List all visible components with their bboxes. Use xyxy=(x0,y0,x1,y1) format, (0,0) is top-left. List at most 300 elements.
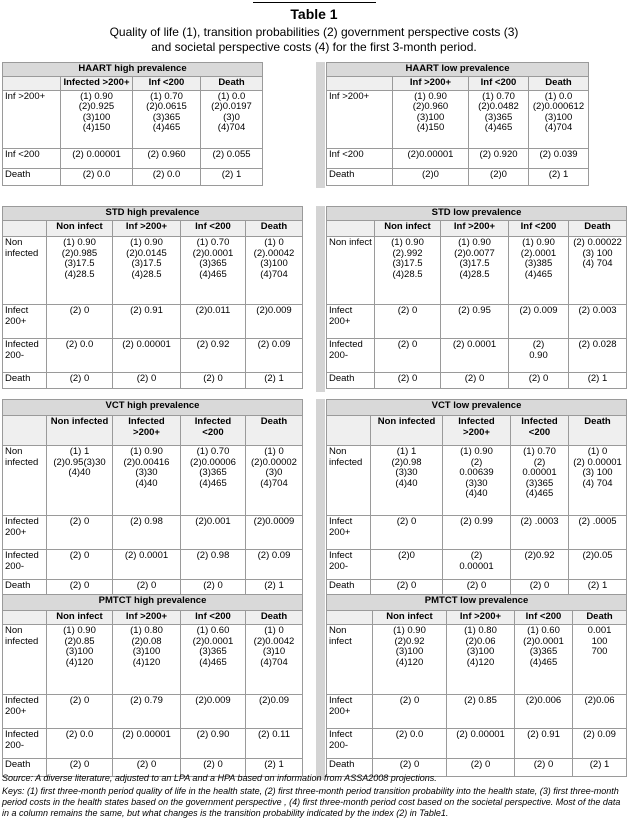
value-line: (2)0 xyxy=(422,168,439,180)
value-cell xyxy=(181,373,246,389)
value-line: (4)28.5 xyxy=(459,268,490,280)
value-line: (2) 0.09 xyxy=(257,550,291,561)
value-line: (2) 0 xyxy=(529,580,550,591)
value-line: 700 xyxy=(591,646,608,657)
value-line: (1) 0.90 xyxy=(522,237,555,248)
subtitle-line-1: Quality of life (1), transition probabilities (2) government perspective costs (3) xyxy=(109,25,519,39)
column-separator xyxy=(316,62,325,188)
value-line: (2) 0.0 xyxy=(152,168,181,180)
value-line: (2) 0 xyxy=(399,695,420,706)
value-line: (2) 0.0 xyxy=(65,729,94,740)
value-line: (1) 0.90 xyxy=(80,90,113,102)
row-label: Infected 200- xyxy=(327,339,375,373)
value-line: (3)365 xyxy=(529,646,558,657)
value-line: (3)17.5 xyxy=(131,258,162,269)
value-cell xyxy=(443,516,511,550)
table-row xyxy=(3,148,263,168)
column-header: Death xyxy=(246,221,303,237)
value-cell xyxy=(569,446,627,516)
row-label: Infect 200+ xyxy=(327,516,371,550)
row-label: Non infected xyxy=(3,625,47,695)
value-cell xyxy=(133,168,201,185)
value-line: (4)120 xyxy=(65,656,94,668)
value-line: (3)365 xyxy=(152,111,181,123)
value-cell xyxy=(515,625,573,695)
value-line: (2) 0 xyxy=(203,580,223,591)
value-cell xyxy=(441,305,509,339)
value-line: (2) 0.028 xyxy=(578,339,617,350)
column-header: Death xyxy=(569,221,627,237)
value-cell xyxy=(246,446,303,516)
value-cell xyxy=(447,729,515,759)
value-line: (3)17.5 xyxy=(459,258,490,269)
value-line: (3)17.5 xyxy=(64,258,95,269)
value-line: (2) 0.79 xyxy=(130,695,163,706)
row-label: Death xyxy=(327,759,373,777)
column-header: Non infect xyxy=(47,221,113,237)
value-cell xyxy=(441,373,509,389)
value-line: (1) 0 xyxy=(264,237,284,248)
value-line: (3)0 xyxy=(265,467,283,478)
value-line: (1) 0.70 xyxy=(482,90,515,102)
value-cell xyxy=(573,695,627,729)
value-line: (2) 0 xyxy=(136,580,157,591)
table-subtitle xyxy=(0,25,628,55)
value-cell xyxy=(47,339,113,373)
haart-high-prevalence-table xyxy=(2,62,263,186)
value-line: (2) 0.09 xyxy=(583,729,616,740)
value-line: (2)0.0197 xyxy=(211,101,252,112)
value-line: (2) 0.0001 xyxy=(124,550,169,561)
panel-title: STD high prevalence xyxy=(3,207,303,221)
value-line: (2) 0 xyxy=(203,759,223,770)
row-label: Inf <200 xyxy=(327,148,393,168)
value-line: (2) 0.91 xyxy=(527,729,560,740)
value-cell xyxy=(447,695,515,729)
pmtct-high-prevalence-table xyxy=(2,594,303,777)
value-line: (1) 0.90 xyxy=(130,237,163,248)
value-line: (3)100 xyxy=(466,646,495,657)
value-line: (2)0.92 xyxy=(524,550,555,561)
table-title: Table 1 xyxy=(290,6,338,22)
pmtct-low-prevalence-table xyxy=(326,594,627,777)
column-header: Death xyxy=(201,77,263,91)
value-cell xyxy=(133,90,201,148)
table-row xyxy=(327,446,627,516)
value-line: (2) 1 xyxy=(264,759,284,770)
row-label: Infect 200- xyxy=(327,550,371,580)
subtitle-line-2: and societal perspective costs (4) for the first 3-month period. xyxy=(151,40,477,54)
column-header: Death xyxy=(246,416,303,446)
value-line: (1) 0.0 xyxy=(217,90,246,102)
column-header: Infected <200 xyxy=(511,416,569,446)
value-line: (1) 1 xyxy=(69,446,90,457)
column-header: Inf >200+ xyxy=(447,611,515,625)
value-line: (2) 0 xyxy=(528,373,549,384)
value-line: (2) 0.920 xyxy=(479,148,518,160)
value-line: (2) 0.00001 xyxy=(573,456,622,468)
column-separator xyxy=(316,594,325,780)
value-line: (2) 0.960 xyxy=(147,148,186,160)
value-cell xyxy=(469,90,529,148)
value-cell xyxy=(113,339,181,373)
corner-cell xyxy=(3,77,61,91)
row-label: Non infect xyxy=(327,625,373,695)
value-cell xyxy=(373,625,447,695)
value-cell xyxy=(246,625,303,695)
value-cell xyxy=(375,339,441,373)
value-line: (2) 0 xyxy=(396,516,417,527)
value-line: (2) xyxy=(533,456,546,468)
value-cell xyxy=(441,339,509,373)
value-cell xyxy=(246,339,303,373)
table-row xyxy=(327,90,589,148)
value-line: (4)704 xyxy=(260,477,288,489)
value-line: (2)0.00006 xyxy=(190,456,236,468)
value-line: (1) 0.90 xyxy=(458,237,491,248)
panel-title: VCT low prevalence xyxy=(327,400,627,416)
column-header: Death xyxy=(573,611,627,625)
value-cell xyxy=(509,237,569,305)
value-line: (2) 0 xyxy=(397,373,418,384)
column-header: Inf <200 xyxy=(181,221,246,237)
value-line: (3)385 xyxy=(524,258,553,269)
value-cell xyxy=(201,168,263,185)
value-line: 0.00001 xyxy=(522,467,557,478)
value-line: (2) 0 xyxy=(470,759,491,770)
value-cell xyxy=(373,695,447,729)
vct-high-prevalence-table xyxy=(2,399,303,596)
value-line: (2) 0 xyxy=(136,759,157,770)
value-line: (2)0.0001 xyxy=(192,635,234,647)
value-line: (2)0.06 xyxy=(584,695,615,706)
value-cell xyxy=(569,373,627,389)
column-header: Inf >200+ xyxy=(441,221,509,237)
value-cell xyxy=(181,516,246,550)
column-header: Death xyxy=(529,77,589,91)
value-line: (2) .0005 xyxy=(578,516,617,527)
value-line: (2) 0 xyxy=(69,516,90,527)
panel-title: PMTCT high prevalence xyxy=(3,595,303,611)
value-cell xyxy=(393,90,469,148)
column-header: Inf <200 xyxy=(515,611,573,625)
table-row xyxy=(327,237,627,305)
keys-note: Keys: (1) first three-month period quality of life in the health state, (2) first three-month period transition probability into the health state, (3) first three-month period costs in the health states based on the government perspective , (4) first three-month period cost based on the societal perspective. Most of the data in a column remains the same, but what changes is the transition probability indicated by the index (2) in Table1. xyxy=(2,786,621,818)
value-cell xyxy=(441,237,509,305)
value-line: (4)150 xyxy=(82,122,111,133)
value-line: (2)0.00416 xyxy=(123,456,170,468)
value-line: 0.001 xyxy=(587,625,612,636)
value-line: (2)0.92 xyxy=(394,635,425,647)
row-label: Non infected xyxy=(327,446,371,516)
value-line: (4)465 xyxy=(199,477,227,489)
value-line: (2)0.006 xyxy=(525,695,562,706)
value-cell xyxy=(573,625,627,695)
table-row xyxy=(3,373,303,389)
value-line: (4) 704 xyxy=(582,477,613,489)
column-header: Inf <200 xyxy=(469,77,529,91)
row-label: Non infected xyxy=(3,446,47,516)
value-line: (4)465 xyxy=(199,656,227,668)
value-cell xyxy=(511,516,569,550)
value-line: (4)120 xyxy=(466,656,495,668)
value-line: (2) 0 xyxy=(399,759,420,770)
column-header: Infected >200+ xyxy=(61,77,133,91)
value-line: (2) 0 xyxy=(136,373,157,384)
haart-low-prevalence-table xyxy=(326,62,589,186)
value-line: (2) 0.92 xyxy=(196,339,230,350)
value-cell xyxy=(246,237,303,305)
value-line: (4)40 xyxy=(395,477,418,489)
row-label: Inf <200 xyxy=(3,148,61,168)
row-label: Infected 200+ xyxy=(3,695,47,729)
value-line: (2) 1 xyxy=(589,759,610,770)
value-cell xyxy=(47,550,113,580)
value-line: (2) 0 xyxy=(69,305,90,316)
value-cell xyxy=(47,446,113,516)
value-cell xyxy=(529,148,589,168)
value-line: (4)465 xyxy=(484,122,513,133)
value-cell xyxy=(201,148,263,168)
value-line: (2)0.08 xyxy=(131,635,162,647)
std-low-prevalence-table xyxy=(326,206,627,389)
value-line: (4)150 xyxy=(416,122,445,133)
corner-cell xyxy=(3,416,47,446)
value-cell xyxy=(113,550,181,580)
column-header: Non infected xyxy=(371,416,443,446)
table-row xyxy=(327,305,627,339)
column-header: Non infect xyxy=(373,611,447,625)
value-line: (3)100 xyxy=(65,646,94,657)
value-line: (2)0 xyxy=(398,550,415,561)
corner-cell xyxy=(3,611,47,625)
value-line: (1) 0 xyxy=(264,625,284,636)
value-cell xyxy=(371,446,443,516)
value-line: (3)365 xyxy=(484,111,513,123)
value-line: (2)0 xyxy=(490,168,507,180)
value-line: (2) 1 xyxy=(587,580,608,591)
value-line: (2) 0.00001 xyxy=(72,148,121,160)
value-cell xyxy=(371,550,443,580)
value-line: (2)0.0077 xyxy=(454,247,495,259)
value-cell xyxy=(509,305,569,339)
value-line: (2) 0.0 xyxy=(82,168,111,180)
value-line: (4)28.5 xyxy=(64,268,95,280)
column-header: Non infect xyxy=(375,221,441,237)
value-line: (1) 0.80 xyxy=(464,625,497,636)
table-row xyxy=(327,373,627,389)
value-line: (3)100 xyxy=(395,646,424,657)
value-cell xyxy=(509,373,569,389)
value-cell xyxy=(509,339,569,373)
value-cell xyxy=(47,237,113,305)
value-line: (2) 0.0001 xyxy=(452,339,497,350)
value-line: (2) 0.98 xyxy=(196,550,230,561)
value-line: (2)0.0001 xyxy=(523,635,564,647)
value-line: (2)0.06 xyxy=(465,635,496,647)
value-cell xyxy=(61,148,133,168)
table-row xyxy=(327,695,627,729)
table-row xyxy=(327,148,589,168)
value-cell xyxy=(246,729,303,759)
value-line: (2) 0.003 xyxy=(578,305,617,316)
value-cell xyxy=(569,339,627,373)
value-line: (2) 0.009 xyxy=(519,305,558,316)
value-line: (1) 0.90 xyxy=(414,90,447,102)
value-cell xyxy=(181,695,246,729)
value-cell xyxy=(47,625,113,695)
value-line: (3)365 xyxy=(199,646,227,657)
table-row xyxy=(327,516,627,550)
value-cell xyxy=(113,305,181,339)
value-line: (2) 1 xyxy=(264,580,284,591)
row-label: Non infected xyxy=(3,237,47,305)
value-line: (2)0.960 xyxy=(412,101,449,112)
value-line: (1) 0.70 xyxy=(196,237,230,248)
table-row xyxy=(327,625,627,695)
value-line: (2) 1 xyxy=(548,168,569,180)
table-row xyxy=(3,729,303,759)
value-line: (2) .0003 xyxy=(520,516,559,527)
row-label: Infect 200+ xyxy=(327,305,375,339)
value-line: (2)0.05 xyxy=(582,550,613,561)
value-line: (4)28.5 xyxy=(392,268,423,280)
value-cell xyxy=(569,550,627,580)
value-line: (1) 0.90 xyxy=(130,446,163,457)
value-line: 100 xyxy=(591,635,608,647)
value-line: (1) 0.90 xyxy=(63,625,96,636)
row-label: Infected 200+ xyxy=(3,516,47,550)
value-cell xyxy=(373,729,447,759)
value-line: (1) 0.70 xyxy=(196,446,230,457)
value-line: (2) 0 xyxy=(397,339,418,350)
column-separator xyxy=(316,206,325,392)
value-cell xyxy=(113,695,181,729)
table-row xyxy=(3,550,303,580)
value-line: (1) 0.90 xyxy=(63,237,96,248)
value-cell xyxy=(181,550,246,580)
value-cell xyxy=(447,625,515,695)
value-cell xyxy=(375,305,441,339)
value-line: (2) 0.00001 xyxy=(456,729,505,740)
value-cell xyxy=(113,237,181,305)
table-row xyxy=(3,90,263,148)
corner-cell xyxy=(327,221,375,237)
value-line: (3)100 xyxy=(416,111,445,123)
value-cell xyxy=(113,516,181,550)
value-cell xyxy=(246,305,303,339)
value-line: (2) xyxy=(532,339,545,350)
value-line: (2) 0.85 xyxy=(464,695,497,706)
value-cell xyxy=(181,305,246,339)
value-cell xyxy=(375,373,441,389)
value-line: (2) 0 xyxy=(203,373,223,384)
value-line: (1) 0.60 xyxy=(196,625,230,636)
row-label: Infected 200- xyxy=(3,729,47,759)
value-line: (3)30 xyxy=(395,467,418,478)
row-label: Inf >200+ xyxy=(327,90,393,148)
value-cell xyxy=(47,516,113,550)
value-line: (2) xyxy=(470,550,483,561)
value-line: (2) 0.90 xyxy=(196,729,230,740)
value-cell xyxy=(443,446,511,516)
value-line: (4)28.5 xyxy=(131,268,162,280)
value-line: (1) 0 xyxy=(264,446,284,457)
value-line: (2) 1 xyxy=(587,373,608,384)
value-line: (2)0.00002 xyxy=(251,456,297,468)
table-row xyxy=(3,237,303,305)
value-line: (2)0.001 xyxy=(195,516,231,527)
value-line: (2)0.0009 xyxy=(253,516,295,527)
vct-low-prevalence-table xyxy=(326,399,627,596)
value-cell xyxy=(529,90,589,148)
value-line: (4)704 xyxy=(260,268,288,280)
value-line: (2) 0 xyxy=(396,580,417,591)
value-line: (2)0.0042 xyxy=(253,635,295,647)
top-rule xyxy=(253,2,376,3)
value-line: (4) 704 xyxy=(582,258,613,269)
value-cell xyxy=(181,446,246,516)
value-line: (2) 0 xyxy=(397,305,418,316)
value-cell xyxy=(113,625,181,695)
value-line: (4)704 xyxy=(217,122,246,133)
value-cell xyxy=(569,305,627,339)
value-line: (2)0.0145 xyxy=(126,247,167,259)
value-line: (2) 0.98 xyxy=(130,516,163,527)
value-cell xyxy=(515,729,573,759)
value-cell xyxy=(573,729,627,759)
value-line: (3)365 xyxy=(199,467,227,478)
value-line: (3)0 xyxy=(223,111,240,123)
value-line: (2) 0 xyxy=(69,695,90,706)
value-line: (2) 0.039 xyxy=(539,148,578,160)
value-line: (1) 0.70 xyxy=(523,446,556,457)
value-cell xyxy=(569,516,627,550)
value-cell xyxy=(47,695,113,729)
value-cell xyxy=(113,373,181,389)
table-row xyxy=(3,695,303,729)
value-line: (2)0.011 xyxy=(195,305,231,316)
value-cell xyxy=(181,237,246,305)
value-line: (2) 0.00001 xyxy=(122,729,171,740)
value-cell xyxy=(511,446,569,516)
value-line: (2)0.000612 xyxy=(532,101,585,112)
value-line: (2) 0 xyxy=(69,580,90,591)
row-label: Death xyxy=(327,373,375,389)
value-line: (3)10 xyxy=(262,646,286,657)
value-line: (1) 0.90 xyxy=(460,446,493,457)
column-header: Non infected xyxy=(47,416,113,446)
row-label: Infect 200- xyxy=(327,729,373,759)
value-line: (2) 0.00022 xyxy=(573,237,622,248)
value-line: (2)0.09 xyxy=(258,695,290,706)
value-line: (4)704 xyxy=(260,656,288,668)
column-header: Infected >200+ xyxy=(113,416,181,446)
value-cell xyxy=(393,168,469,185)
value-cell xyxy=(375,237,441,305)
row-label: Infect 200+ xyxy=(327,695,373,729)
value-line: (4)465 xyxy=(524,268,553,280)
value-line: (1) 0.0 xyxy=(544,90,573,102)
value-line: (2)0.0615 xyxy=(146,101,187,112)
value-line: (4)40 xyxy=(135,477,158,489)
row-label: Death xyxy=(3,759,47,777)
value-line: 0.90 xyxy=(529,349,548,361)
value-line: (3)100 xyxy=(544,111,573,123)
value-line: (2)0.985 xyxy=(61,247,98,259)
column-header: Inf >200+ xyxy=(113,611,181,625)
column-header: Inf <200 xyxy=(181,611,246,625)
